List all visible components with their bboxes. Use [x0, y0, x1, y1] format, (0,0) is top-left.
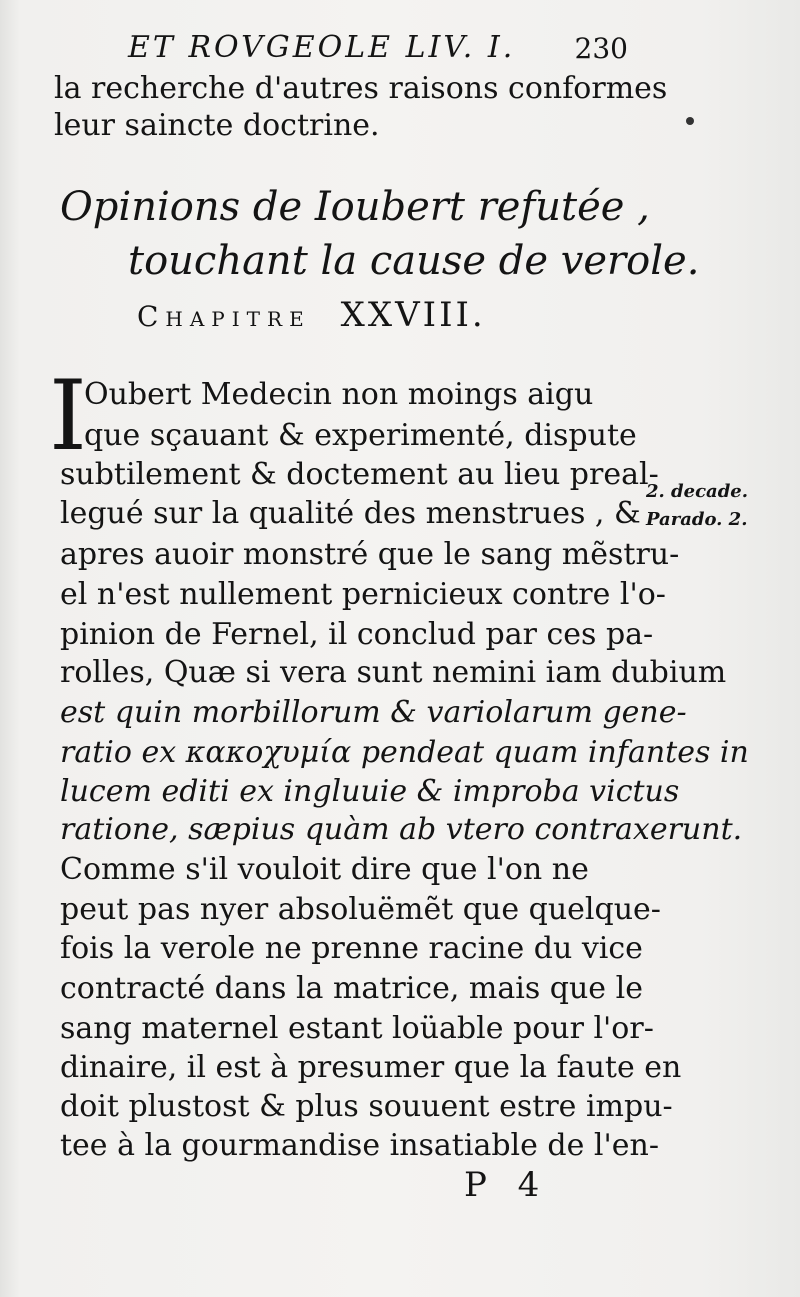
body-line: doit plustost & plus souuent estre impu-: [60, 1089, 673, 1124]
body-line: dinaire, il est à presumer que la faute en: [60, 1050, 682, 1085]
chapter-number: XXVIII.: [340, 295, 486, 335]
body-line: contracté dans la matrice, mais que le: [60, 971, 643, 1006]
running-title: ET ROVGEOLE LIV. I.: [128, 30, 516, 65]
body-line: lucem editi ex ingluuie & improba victus: [60, 774, 680, 809]
body-line: fois la verole ne prenne racine du vice: [60, 931, 643, 966]
chapter-word: Chapitre: [137, 300, 311, 333]
body-line: Comme s'il vouloit dire que l'on ne: [60, 852, 589, 887]
body-line: legué sur la qualité des menstrues , &: [60, 496, 641, 531]
ink-spot-icon: [686, 117, 694, 125]
body-line: subtilement & doctement au lieu preal-: [60, 457, 659, 492]
body-line: est quin morbillorum & variolarum gene-: [60, 695, 687, 730]
chapter-label: [137, 295, 486, 335]
body-line: el n'est nullement pernicieux contre l'o-: [60, 577, 666, 612]
body-line: pinion de Fernel, il conclud par ces pa-: [60, 617, 654, 652]
page-number: 230: [574, 32, 628, 65]
drop-capital: I: [49, 360, 87, 472]
body-line: rolles, Quæ si vera sunt nemini iam dubium: [60, 655, 727, 690]
chapter-heading-line-2: touchant la cause de verole.: [128, 238, 700, 284]
signature-mark: P 4: [464, 1165, 550, 1205]
margin-note-1: 2. decade.: [646, 481, 749, 502]
body-line: ratio ex κακοχυμία pendeat quam infantes in: [60, 735, 749, 770]
intro-line-1: la recherche d'autres raisons conformes: [54, 71, 668, 106]
body-line: que sçauant & experimenté, dispute: [84, 418, 637, 453]
margin-note-2: Parado. 2.: [646, 509, 748, 530]
body-line: Oubert Medecin non moings aigu: [84, 377, 594, 412]
body-line: tee à la gourmandise insatiable de l'en-: [60, 1128, 659, 1163]
chapter-heading-line-1: Opinions de Ioubert refutée ,: [60, 184, 650, 230]
body-line: peut pas nyer absoluëmẽt que quelque-: [60, 892, 661, 927]
body-line: sang maternel estant loüable pour l'or-: [60, 1011, 654, 1046]
body-line: ratione, sæpius quàm ab vtero contraxerunt.: [60, 812, 743, 847]
page-header: [128, 26, 638, 72]
intro-line-2: leur saincte doctrine.: [54, 108, 380, 143]
body-line: apres auoir monstré que le sang mẽstru-: [60, 537, 680, 572]
